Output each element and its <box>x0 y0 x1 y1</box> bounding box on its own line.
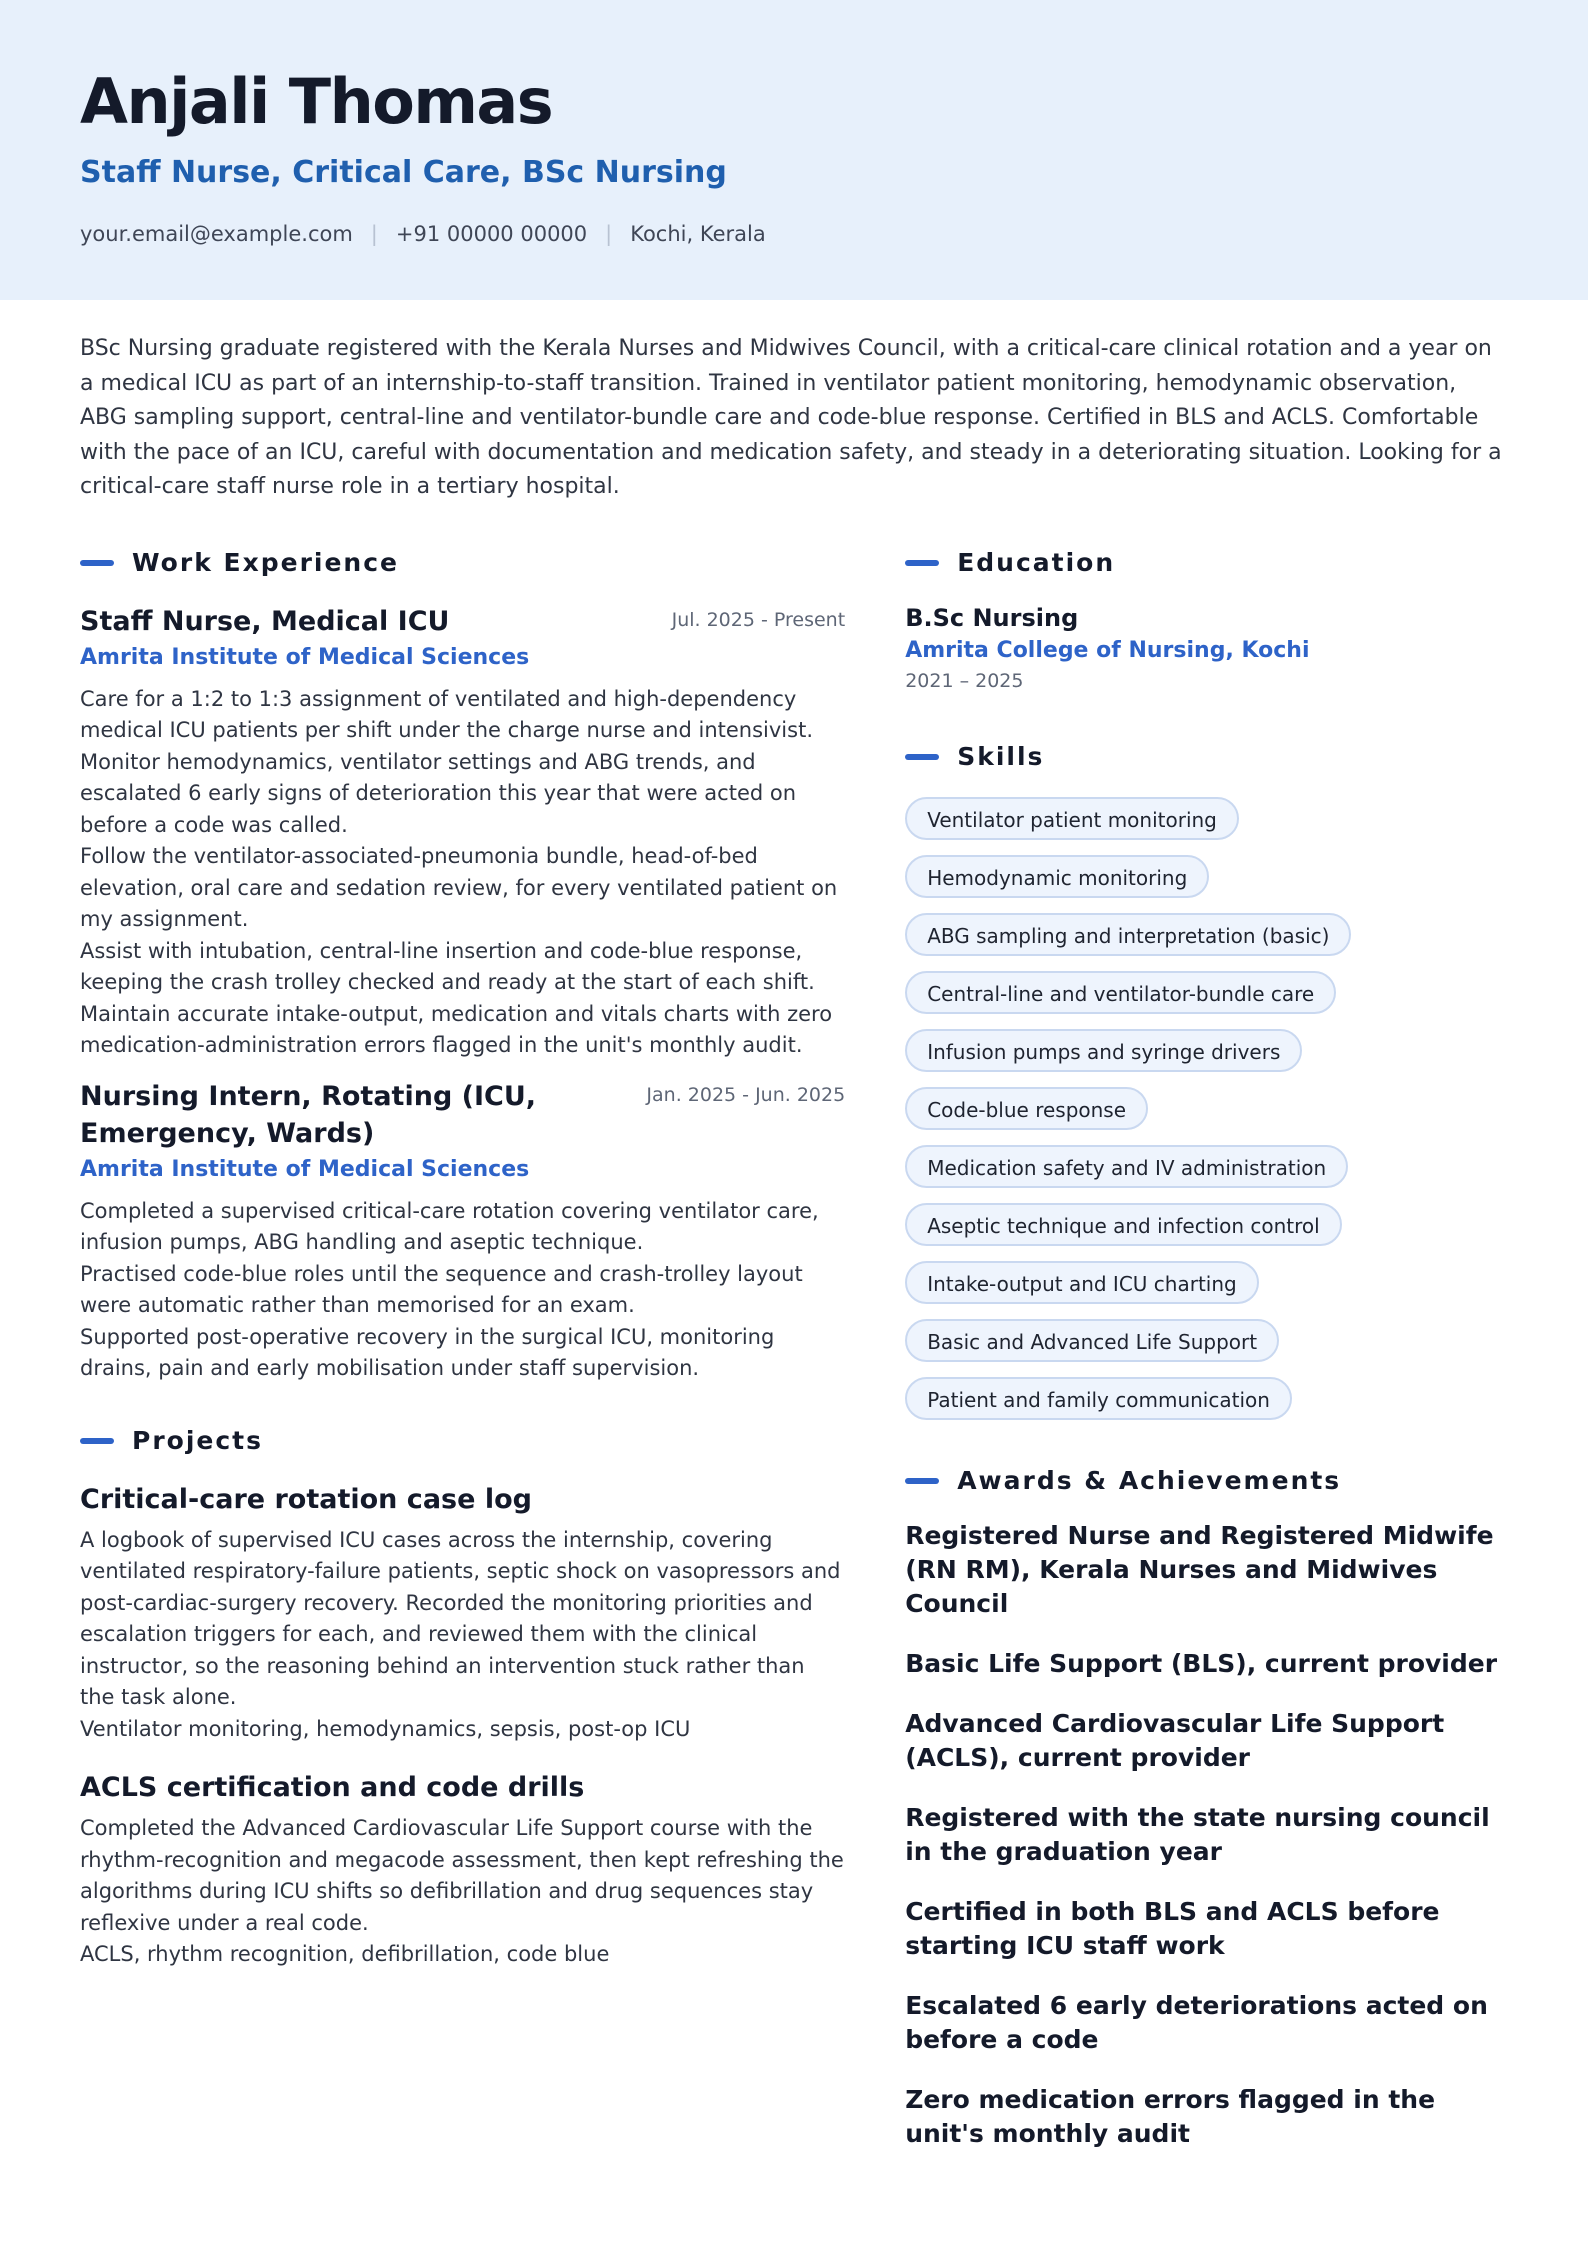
project-entry <box>80 1481 845 1746</box>
job-bullet: Practised code-blue roles until the sequence and crash-trolley layout were automatic rather than memorised for an exam. <box>80 1261 803 1317</box>
contact-divider: | <box>370 222 378 246</box>
education-entry <box>905 601 1508 695</box>
skill-chip: ABG sampling and interpretation (basic) <box>905 913 1351 956</box>
project-tags: ACLS, rhythm recognition, defibrillation, code blue <box>80 1942 610 1966</box>
profile-summary: BSc Nursing graduate registered with the Kerala Nurses and Midwives Council, with a critical-care clinical rotation and a year on a medical ICU as part of an internship-to-staff transition. Trained in ventilator patient monitoring, hemodynamic observation, ABG sampling support, central-line and ventilator-bundle care and code-blue response. Certified in BLS and ACLS. Comfortable with the pace of an ICU, careful with documentation and medication safety, and steady in a deteriorating situation. Looking for a critical-care staff nurse role in a tertiary hospital. <box>80 336 1502 499</box>
section-accent-bar <box>905 560 939 566</box>
skill-chip: Medication safety and IV administration <box>905 1145 1348 1188</box>
contact-location: Kochi, Kerala <box>630 222 766 246</box>
job-bullet: Care for a 1:2 to 1:3 assignment of ventilated and high-dependency medical ICU patients per shift under the charge nurse and intensivist. <box>80 686 813 742</box>
project-title: Critical-care rotation case log <box>80 1483 532 1515</box>
projects-heading <box>80 1423 845 1459</box>
job-bullet: Supported post-operative recovery in the surgical ICU, monitoring drains, pain and early mobilisation under staff supervision. <box>80 1324 775 1380</box>
contact-line <box>80 222 1508 246</box>
job-bullet: Monitor hemodynamics, ventilator settings and ABG trends, and escalated 6 early signs of deterioration this year that were acted on before a code was called. <box>80 749 797 837</box>
section-accent-bar <box>905 1478 939 1484</box>
candidate-headline: Staff Nurse, Critical Care, BSc Nursing <box>80 155 727 190</box>
skill-chip: Patient and family communication <box>905 1377 1292 1420</box>
skill-chip: Aseptic technique and infection control <box>905 1203 1342 1246</box>
job-bullet: Completed a supervised critical-care rotation covering ventilator care, infusion pumps, ABG handling and aseptic technique. <box>80 1198 819 1254</box>
resume-header <box>0 0 1588 300</box>
resume-body <box>0 545 1588 2177</box>
job-title: Nursing Intern, Rotating (ICU, Emergency, Wards) <box>80 1080 537 1149</box>
project-description: Completed the Advanced Cardiovascular Life Support course with the rhythm-recognition and megacode assessment, then kept refreshing the algorithms during ICU shifts so defibrillation and drug sequences stay reflexive under a real code. <box>80 1816 844 1935</box>
job-date: Jan. 2025 - Jun. 2025 <box>646 1083 846 1106</box>
award-item: Registered with the state nursing council in the graduation year <box>905 1802 1490 1866</box>
left-column <box>80 545 845 2177</box>
candidate-name: Anjali Thomas <box>80 65 553 138</box>
skill-chip: Code-blue response <box>905 1087 1148 1130</box>
contact-divider: | <box>605 222 613 246</box>
skills-heading <box>905 739 1508 775</box>
project-description: A logbook of supervised ICU cases across the internship, covering ventilated respiratory-failure patients, septic shock on vasopressors and post-cardiac-surgery recovery. Recorded the monitoring priorities and escalation triggers for each, and reviewed them with the clinical instructor, so the reasoning behind an intervention stuck rather than the task alone. <box>80 1527 841 1709</box>
skill-chip: Infusion pumps and syringe drivers <box>905 1029 1302 1072</box>
education-years: 2021 – 2025 <box>905 669 1024 692</box>
project-tags: Ventilator monitoring, hemodynamics, sepsis, post-op ICU <box>80 1716 691 1741</box>
section-title-text: Projects <box>132 1426 264 1455</box>
award-item: Certified in both BLS and ACLS before starting ICU staff work <box>905 1896 1440 1960</box>
section-title-text: Work Experience <box>132 548 399 577</box>
education-heading <box>905 545 1508 581</box>
job-title: Staff Nurse, Medical ICU <box>80 605 450 637</box>
awards-heading <box>905 1463 1508 1499</box>
school: Amrita College of Nursing, Kochi <box>905 637 1310 663</box>
skill-chip: Ventilator patient monitoring <box>905 797 1239 840</box>
skill-chip: Intake-output and ICU charting <box>905 1261 1259 1304</box>
job-organization: Amrita Institute of Medical Sciences <box>80 644 530 670</box>
skills-list <box>905 797 1508 1435</box>
job-entry <box>80 603 845 1062</box>
skill-chip: Central-line and ventilator-bundle care <box>905 971 1336 1014</box>
skill-chip: Basic and Advanced Life Support <box>905 1319 1279 1362</box>
section-accent-bar <box>80 1438 114 1444</box>
section-title-text: Skills <box>957 742 1045 771</box>
degree: B.Sc Nursing <box>905 603 1079 632</box>
job-bullet: Maintain accurate intake-output, medication and vitals charts with zero medication-administration errors flagged in the unit's monthly audit. <box>80 1001 833 1057</box>
project-title: ACLS certification and code drills <box>80 1772 585 1803</box>
award-item: Advanced Cardiovascular Life Support (ACLS), current provider <box>905 1708 1445 1772</box>
job-bullets <box>80 1196 845 1385</box>
award-item: Basic Life Support (BLS), current provider <box>905 1648 1498 1678</box>
job-entry <box>80 1078 845 1385</box>
section-title-text: Awards & Achievements <box>957 1466 1342 1495</box>
right-column <box>905 545 1508 2177</box>
award-item: Registered Nurse and Registered Midwife (RN RM), Kerala Nurses and Midwives Council <box>905 1520 1494 1618</box>
work-experience-heading <box>80 545 845 581</box>
contact-phone[interactable]: +91 00000 00000 <box>395 222 588 246</box>
award-item: Zero medication errors flagged in the unit's monthly audit <box>905 2084 1436 2148</box>
section-accent-bar <box>905 754 939 760</box>
skill-chip: Hemodynamic monitoring <box>905 855 1209 898</box>
job-bullet: Follow the ventilator-associated-pneumonia bundle, head-of-bed elevation, oral care and sedation review, for every ventilated patient on my assignment. <box>80 844 838 931</box>
job-bullets <box>80 684 845 1062</box>
award-item: Escalated 6 early deteriorations acted on before a code <box>905 1990 1488 2054</box>
section-title-text: Education <box>957 548 1116 577</box>
awards-list <box>905 1519 1508 2151</box>
job-organization: Amrita Institute of Medical Sciences <box>80 1156 530 1182</box>
section-accent-bar <box>80 560 114 566</box>
contact-email[interactable]: your.email@example.com <box>80 222 353 246</box>
job-date: Jul. 2025 - Present <box>671 608 846 631</box>
job-bullet: Assist with intubation, central-line insertion and code-blue response, keeping the crash trolley checked and ready at the start of each shift. <box>80 938 815 994</box>
project-entry <box>80 1769 845 1971</box>
